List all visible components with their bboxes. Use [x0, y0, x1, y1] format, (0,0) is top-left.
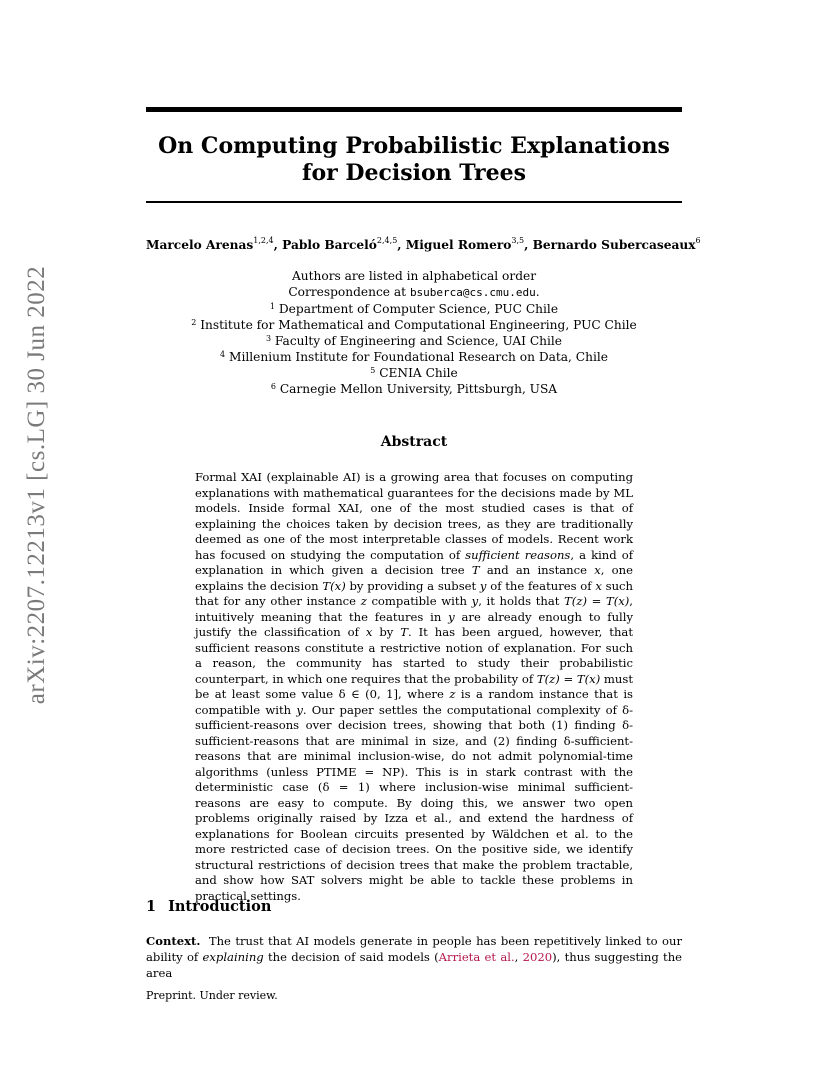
author-name: Pablo Barceló	[282, 238, 377, 252]
abstract-paragraph: Formal XAI (explainable AI) is a growing area that focuses on computing explanations with mathematical guarantees for the decisions made by ML models. Inside formal XAI, one of the most studied cases is that of explaining the choices taken by decision trees, as they are traditionally deemed as one of the most interpretable classes of models. Recent work has focused on studying the computation of sufficient reasons, a kind of explanation in which given a decision tree T and an instance x, one explains the decision T(x) by providing a subset y of the features of x such that for any other instance z compatible with y, it holds that T(z) = T(x), intuitively meaning that the features in y are already enough to fully justify the classification of x by T. It has been argued, however, that sufficient reasons constitute a restrictive notion of explanation. For such a reason, the community has started to study their probabilistic counterpart, in which one requires that the probability of T(z) = T(x) must be at least some value δ ∈ (0, 1], where z is a random instance that is compatible with y. Our paper settles the computational complexity of δ-sufficient-reasons over decision trees, showing that both (1) finding δ-sufficient-reasons that are minimal in size, and (2) finding δ-sufficient-reasons that are minimal inclusion-wise, do not admit polynomial-time algorithms (unless PTIME = NP). This is in stark contrast with the deterministic case (δ = 1) where inclusion-wise minimal sufficient-reasons are easy to compute. By doing this, we answer two open problems originally raised by Izza et al., and extend the hardness of explanations for Boolean circuits presented by Wäldchen et al. to the more restricted case of decision trees. On the positive side, we identify structural restrictions of decision trees that make the problem tractable, and show how SAT solvers might be able to tackle these problems in practical settings.	[195, 470, 634, 903]
correspondence-note	[146, 284, 682, 301]
author-affiliation-marks: 2,4,5	[376, 236, 398, 245]
math-symbol: x	[595, 578, 602, 593]
author-name: Marcelo Arenas	[146, 238, 254, 252]
paragraph-lead: Context.	[146, 934, 201, 948]
author-name: Miguel Romero	[405, 238, 512, 252]
affiliation-item	[146, 381, 682, 397]
affiliation-item	[146, 317, 682, 333]
arxiv-identifier: arXiv:2207.12213v1 [cs.LG] 30 Jun 2022	[23, 265, 50, 704]
page-footer: Preprint. Under review.	[146, 989, 278, 1002]
math-symbol: y	[479, 578, 487, 593]
author-order-note: Authors are listed in alphabetical order	[291, 269, 537, 283]
affiliations-block	[146, 268, 682, 397]
math-symbol: T	[471, 563, 480, 577]
section-title: Introduction	[168, 898, 272, 915]
abstract-heading: Abstract	[380, 434, 448, 450]
emphasis-term: sufficient reasons	[465, 547, 571, 562]
title-line-1: On Computing Probabilistic Explanations	[158, 133, 670, 159]
title-bottom-rule	[146, 201, 682, 203]
affiliation-text: Millenium Institute for Foundational Research on Data, Chile	[228, 350, 608, 364]
emphasis-term: explaining	[202, 950, 264, 964]
affiliation-number: 2	[191, 318, 197, 327]
affiliation-number: 1	[269, 302, 276, 311]
affiliation-item	[146, 349, 682, 365]
math-symbol: T(z) = T(x)	[564, 594, 630, 608]
title-line-2: for Decision Trees	[301, 160, 527, 186]
correspondence-suffix: .	[535, 285, 540, 299]
math-symbol: y	[471, 594, 479, 608]
abstract-body	[195, 470, 633, 904]
math-symbol: y	[448, 609, 455, 624]
affiliation-text: Institute for Mathematical and Computational Engineering, PUC Chile	[200, 318, 637, 332]
math-symbol: T(z) = T(x)	[536, 671, 601, 686]
affiliation-text: CENIA Chile	[379, 366, 458, 380]
affiliation-text: Carnegie Mellon University, Pittsburgh, USA	[279, 382, 558, 396]
correspondence-label: Correspondence at	[288, 285, 410, 299]
affiliation-item	[146, 333, 682, 349]
math-symbol: z	[360, 594, 367, 608]
affiliation-text: Department of Computer Science, PUC Chile	[278, 302, 559, 316]
section-heading	[146, 898, 271, 915]
author-affiliation-marks: 6	[695, 236, 701, 245]
title-top-rule	[146, 107, 682, 112]
affiliation-item	[146, 301, 682, 317]
affiliation-number: 3	[265, 334, 272, 343]
affiliation-text: Faculty of Engineering and Science, UAI Chile	[274, 334, 563, 348]
section-number: 1	[146, 898, 157, 915]
correspondence-email[interactable]: bsuberca@cs.cmu.edu	[409, 286, 536, 299]
affiliation-number: 5	[370, 366, 376, 375]
affiliation-item	[146, 365, 682, 381]
affiliation-number: 6	[270, 382, 276, 391]
math-symbol: T(x)	[322, 578, 346, 593]
affiliation-number: 4	[220, 350, 226, 359]
paper-title	[146, 133, 682, 187]
author-name: Bernardo Subercaseaux	[532, 238, 696, 252]
math-symbol: T	[400, 625, 408, 639]
arxiv-sidebar	[20, 265, 54, 704]
math-symbol: x	[594, 563, 601, 577]
math-symbol: y	[296, 702, 303, 717]
citation-link-year[interactable]: 2020	[522, 950, 553, 964]
math-symbol: z	[449, 687, 456, 701]
author-affiliation-marks: 3,5	[511, 236, 525, 245]
intro-paragraph: Context. The trust that AI models generate in people has been repetitively linked to our ability of explaining the decision of said models (Arrieta et al., 2020), thus suggesting the area	[146, 934, 683, 980]
author-list: Marcelo Arenas$^{1,2,4}$, Pablo Barceló$^{2,4,5}$, Miguel Romero$^{3,5}$, Bernardo Subercaseaux$^6$	[146, 236, 701, 252]
math-symbol: x	[365, 625, 373, 639]
author-affiliation-marks: 1,2,4	[253, 236, 274, 245]
citation-link-authors[interactable]: Arrieta et al.	[438, 950, 515, 964]
